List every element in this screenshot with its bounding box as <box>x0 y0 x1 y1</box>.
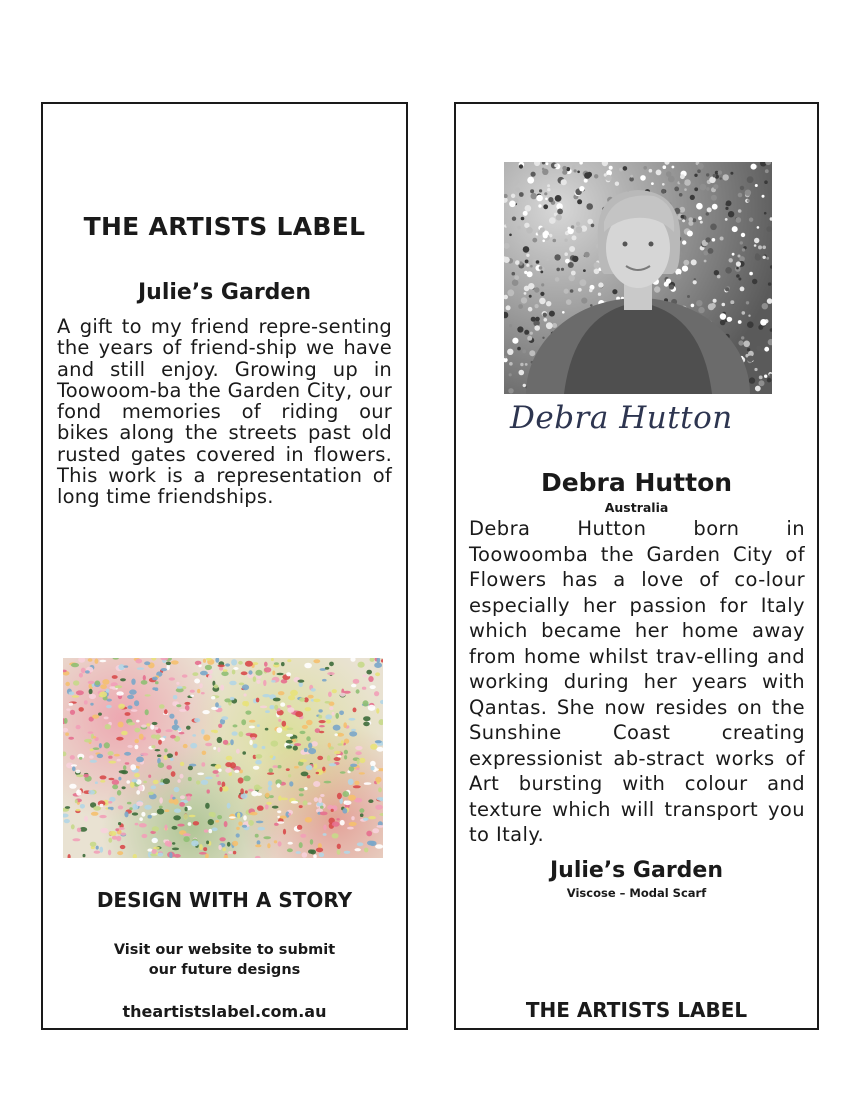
artist-country: Australia <box>604 500 669 515</box>
artist-bio: Debra Hutton born in Toowoomba the Garden City of Flowers has a love of co-lour especially her passion for Italy which became her home away from home whilst trav-elling and working during her years with Qantas. She now resides on the Sunshine Coast creating expressionist ab-stract works of Art bursting with colour and texture which will transport you to Italy. <box>469 517 805 846</box>
artist-signature: Debra Hutton <box>510 400 733 436</box>
right-label-card <box>454 102 819 1030</box>
brand-footer: THE ARTISTS LABEL <box>525 998 748 1022</box>
submit-note-line-1: Visit our website to submit <box>113 942 336 958</box>
artwork-image <box>63 658 383 858</box>
design-title: Julie’s Garden <box>137 280 312 305</box>
design-story: A gift to my friend repre-senting the years of friend-ship we have and still enjoy. Growing up in Toowoom-ba the Garden City, our fond memories of riding our bikes along the streets past old rusted gates covered in flowers. This work is a representation of long time friendships. <box>57 315 392 509</box>
brand-heading: THE ARTISTS LABEL <box>83 212 366 241</box>
artwork-dots <box>63 658 383 858</box>
artist-name: Debra Hutton <box>540 468 733 497</box>
design-title-right: Julie’s Garden <box>549 858 724 883</box>
submit-designs-note <box>43 940 406 980</box>
left-label-card <box>41 102 408 1030</box>
product-material: Viscose – Modal Scarf <box>566 886 707 900</box>
website-link[interactable]: theartistslabel.com.au <box>122 1002 327 1021</box>
tagline: DESIGN WITH A STORY <box>96 888 353 912</box>
artist-photo <box>504 162 772 394</box>
artist-portrait <box>504 162 772 394</box>
submit-note-line-2: our future designs <box>148 962 301 978</box>
